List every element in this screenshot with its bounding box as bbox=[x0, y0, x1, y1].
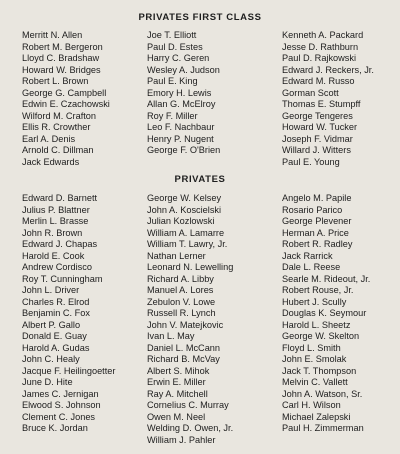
list-item: Joseph F. Vidmar bbox=[282, 133, 353, 144]
list-item: Manuel A. Lores bbox=[147, 285, 214, 295]
list-item: Emory H. Lewis bbox=[147, 87, 212, 98]
list-item: Daniel L. McCann bbox=[147, 342, 221, 353]
list-item: John A. Watson, Sr. bbox=[282, 388, 363, 399]
list-item: Paul H. Zimmerman bbox=[282, 423, 364, 433]
list-item: Jack Rarrick bbox=[282, 250, 333, 261]
list-item: Harold A. Gudas bbox=[22, 342, 90, 353]
list-item: Cornelius C. Murray bbox=[147, 400, 229, 410]
list-item: Charles R. Elrod bbox=[22, 296, 90, 307]
list-item: Allan G. McElroy bbox=[147, 99, 216, 109]
list-item: John L. Driver bbox=[22, 285, 80, 295]
list-item: Floyd L. Smith bbox=[282, 342, 341, 353]
list-item: William T. Lawry, Jr. bbox=[147, 239, 228, 249]
list-item: Albert P. Gallo bbox=[22, 319, 81, 330]
privates-column-1 bbox=[22, 193, 144, 435]
pfc-column-1 bbox=[22, 30, 144, 168]
list-item: Thomas E. Stumpff bbox=[282, 99, 361, 109]
section-title-privates: PRIVATES bbox=[174, 174, 226, 185]
list-item: Robert R. Radley bbox=[282, 239, 353, 249]
list-item: Roy F. Miller bbox=[147, 110, 198, 121]
list-item: Edward J. Reckers, Jr. bbox=[282, 64, 374, 75]
list-item: George W. Kelsey bbox=[147, 193, 222, 203]
list-item: Owen M. Neel bbox=[147, 411, 206, 422]
list-item: Arnold C. Dillman bbox=[22, 145, 94, 155]
list-item: Richard B. McVay bbox=[147, 354, 220, 364]
list-item: George Tengeres bbox=[282, 110, 353, 121]
list-item: Elwood S. Johnson bbox=[22, 400, 101, 410]
list-item: Edward D. Barnett bbox=[22, 193, 98, 203]
list-item: John A. Koscielski bbox=[147, 204, 222, 215]
list-item: Leonard N. Lewelling bbox=[147, 262, 234, 272]
list-item: Richard A. Libby bbox=[147, 273, 214, 284]
list-item: Lloyd C. Bradshaw bbox=[22, 53, 100, 63]
list-item: George G. Campbell bbox=[22, 87, 107, 98]
list-item: Robert L. Brown bbox=[22, 76, 89, 86]
list-item: George W. Skelton bbox=[282, 331, 360, 341]
list-item: Willard J. Witters bbox=[282, 145, 351, 155]
list-item: William A. Lamarre bbox=[147, 227, 225, 238]
list-item: Hubert J. Scully bbox=[282, 296, 347, 307]
list-item: Earl A. Denis bbox=[22, 133, 76, 144]
list-item: Julian Kozlowski bbox=[147, 216, 215, 226]
list-item: George F. O'Brien bbox=[147, 145, 221, 155]
list-item: Albert S. Mihok bbox=[147, 365, 210, 376]
section-title-pfc: PRIVATES FIRST CLASS bbox=[138, 12, 262, 23]
list-item: Ellis R. Crowther bbox=[22, 122, 91, 132]
list-item: Roy T. Cunningham bbox=[22, 273, 103, 284]
list-item: Paul D. Estes bbox=[147, 41, 203, 52]
list-item: Jack T. Thompson bbox=[282, 365, 357, 376]
list-item: Wesley A. Judson bbox=[147, 64, 220, 75]
list-item: Nathan Lerner bbox=[147, 250, 206, 261]
list-item: Andrew Cordisco bbox=[22, 262, 92, 272]
list-item: Paul E. King bbox=[147, 76, 198, 86]
list-item: Jack Edwards bbox=[22, 156, 80, 167]
list-item: Ray A. Mitchell bbox=[147, 388, 208, 399]
list-item: Ivan L. May bbox=[147, 331, 195, 341]
list-item: Edwin E. Czachowski bbox=[22, 99, 110, 109]
list-item: Henry P. Nugent bbox=[147, 133, 214, 144]
list-item: Merritt N. Allen bbox=[22, 30, 83, 40]
list-item: George Plevener bbox=[282, 216, 352, 226]
list-item: Merlin L. Brasse bbox=[22, 216, 89, 226]
list-item: Paul D. Rajkowski bbox=[282, 53, 357, 63]
list-item: Joe T. Elliott bbox=[147, 30, 197, 40]
list-item: Wilford M. Crafton bbox=[22, 110, 97, 121]
list-item: June D. Hite bbox=[22, 377, 73, 387]
list-item: Paul E. Young bbox=[282, 156, 340, 167]
privates-column-2 bbox=[147, 193, 277, 446]
list-item: Benjamin C. Fox bbox=[22, 308, 90, 318]
list-item: Angelo M. Papile bbox=[282, 193, 352, 203]
list-item: John E. Smolak bbox=[282, 354, 347, 364]
list-item: Kenneth A. Packard bbox=[282, 30, 364, 40]
list-item: Leo F. Nachbaur bbox=[147, 122, 215, 132]
list-item: John R. Brown bbox=[22, 227, 83, 238]
list-item: Michael Zalepski bbox=[282, 411, 351, 422]
list-item: Russell R. Lynch bbox=[147, 308, 216, 318]
list-item: Robert M. Bergeron bbox=[22, 41, 103, 52]
list-item: Herman A. Price bbox=[282, 227, 349, 238]
pfc-column-3 bbox=[282, 30, 398, 168]
list-item: William J. Pahler bbox=[147, 434, 216, 445]
list-item: Dale L. Reese bbox=[282, 262, 341, 272]
list-item: James C. Jernigan bbox=[22, 388, 99, 399]
list-item: Harold L. Sheetz bbox=[282, 319, 351, 330]
list-item: Harry C. Geren bbox=[147, 53, 210, 63]
list-item: Jacque F. Heilingoetter bbox=[22, 365, 116, 376]
list-item: John C. Healy bbox=[22, 354, 80, 364]
list-item: Howard W. Bridges bbox=[22, 64, 101, 75]
list-item: Donald E. Guay bbox=[22, 331, 87, 341]
list-item: Welding D. Owen, Jr. bbox=[147, 423, 234, 433]
list-item: Erwin E. Miller bbox=[147, 377, 206, 387]
list-item: Carl H. Wilson bbox=[282, 400, 341, 410]
list-item: Jesse D. Rathburn bbox=[282, 41, 359, 52]
list-item: Zebulon V. Lowe bbox=[147, 296, 216, 307]
list-item: Gorman Scott bbox=[282, 87, 339, 98]
list-item: Rosario Parico bbox=[282, 204, 343, 215]
pfc-column-2 bbox=[147, 30, 277, 157]
list-item: Douglas K. Seymour bbox=[282, 308, 367, 318]
list-item: Edward M. Russo bbox=[282, 76, 355, 86]
privates-column-3 bbox=[282, 193, 398, 435]
list-item: Bruce K. Jordan bbox=[22, 423, 88, 433]
list-item: Robert Rouse, Jr. bbox=[282, 285, 354, 295]
list-item: Melvin C. Vallett bbox=[282, 377, 348, 387]
list-item: Howard W. Tucker bbox=[282, 122, 358, 132]
list-item: John V. Matejkovic bbox=[147, 319, 224, 330]
list-item: Julius P. Blattner bbox=[22, 204, 90, 215]
list-item: Edward J. Chapas bbox=[22, 239, 98, 249]
list-item: Harold E. Cook bbox=[22, 250, 85, 261]
list-item: Searle M. Rideout, Jr. bbox=[282, 273, 371, 284]
list-item: Clement C. Jones bbox=[22, 411, 96, 422]
